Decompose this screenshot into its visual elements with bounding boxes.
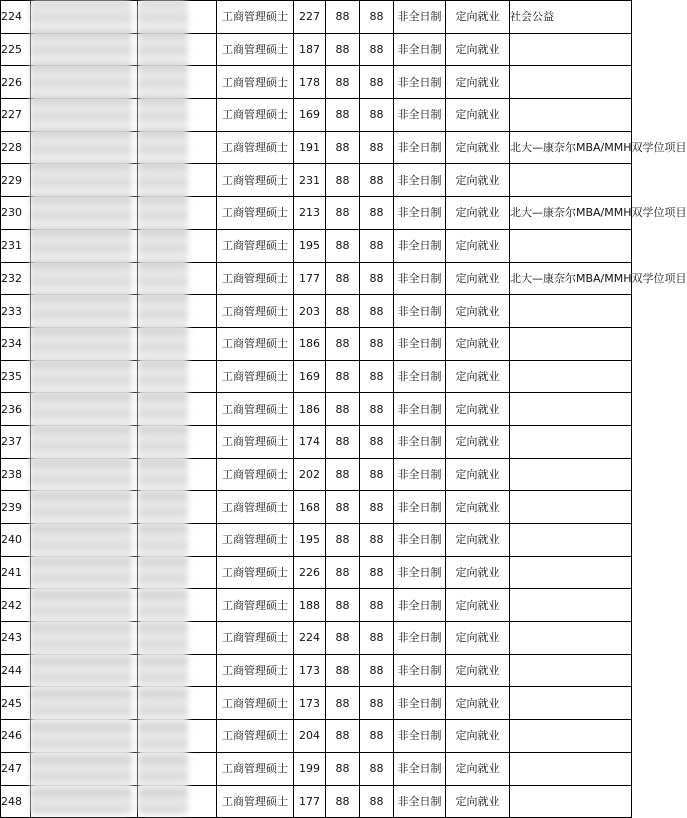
score-a-cell: 88: [326, 687, 360, 720]
total-score-cell: 178: [294, 66, 326, 99]
employment-plan-cell: 定向就业: [446, 33, 510, 66]
employment-plan-cell: 定向就业: [446, 524, 510, 557]
score-b-cell: 88: [360, 131, 394, 164]
score-b-cell: 88: [360, 360, 394, 393]
note-cell: [510, 99, 632, 132]
study-mode-cell: 非全日制: [394, 524, 446, 557]
score-a-cell: 88: [326, 360, 360, 393]
employment-plan-cell: 定向就业: [446, 164, 510, 197]
study-mode-cell: 非全日制: [394, 425, 446, 458]
score-a-cell: 88: [326, 33, 360, 66]
score-a-cell: 88: [326, 131, 360, 164]
total-score-cell: 168: [294, 491, 326, 524]
study-mode-cell: 非全日制: [394, 66, 446, 99]
row-number: 238: [1, 458, 31, 491]
employment-plan-cell: 定向就业: [446, 295, 510, 328]
row-number: 242: [1, 589, 31, 622]
score-b-cell: 88: [360, 327, 394, 360]
note-cell: [510, 622, 632, 655]
employment-plan-cell: 定向就业: [446, 197, 510, 230]
score-a-cell: 88: [326, 99, 360, 132]
total-score-cell: 195: [294, 229, 326, 262]
degree-cell: 工商管理硕士: [217, 262, 294, 295]
note-cell: [510, 785, 632, 818]
degree-cell: 工商管理硕士: [217, 622, 294, 655]
total-score-cell: 195: [294, 524, 326, 557]
score-b-cell: 88: [360, 785, 394, 818]
score-b-cell: 88: [360, 654, 394, 687]
note-cell: [510, 33, 632, 66]
note-cell: 北大—康奈尔MBA/MMH双学位项目: [510, 262, 632, 295]
note-cell: [510, 229, 632, 262]
degree-cell: 工商管理硕士: [217, 1, 294, 34]
study-mode-cell: 非全日制: [394, 458, 446, 491]
degree-cell: 工商管理硕士: [217, 720, 294, 753]
note-cell: [510, 589, 632, 622]
score-a-cell: 88: [326, 752, 360, 785]
score-a-cell: 88: [326, 1, 360, 34]
study-mode-cell: 非全日制: [394, 33, 446, 66]
total-score-cell: 169: [294, 360, 326, 393]
row-number: 239: [1, 491, 31, 524]
study-mode-cell: 非全日制: [394, 327, 446, 360]
redacted-name-column: [30, 0, 132, 815]
score-a-cell: 88: [326, 524, 360, 557]
study-mode-cell: 非全日制: [394, 491, 446, 524]
redacted-id-column: [138, 0, 188, 815]
row-number: 237: [1, 425, 31, 458]
score-a-cell: 88: [326, 589, 360, 622]
row-number: 235: [1, 360, 31, 393]
score-b-cell: 88: [360, 229, 394, 262]
total-score-cell: 174: [294, 425, 326, 458]
row-number: 234: [1, 327, 31, 360]
score-b-cell: 88: [360, 589, 394, 622]
note-cell: [510, 295, 632, 328]
employment-plan-cell: 定向就业: [446, 229, 510, 262]
score-a-cell: 88: [326, 66, 360, 99]
degree-cell: 工商管理硕士: [217, 99, 294, 132]
study-mode-cell: 非全日制: [394, 622, 446, 655]
study-mode-cell: 非全日制: [394, 1, 446, 34]
total-score-cell: 177: [294, 785, 326, 818]
study-mode-cell: 非全日制: [394, 99, 446, 132]
employment-plan-cell: 定向就业: [446, 491, 510, 524]
employment-plan-cell: 定向就业: [446, 556, 510, 589]
degree-cell: 工商管理硕士: [217, 360, 294, 393]
total-score-cell: 202: [294, 458, 326, 491]
row-number: 233: [1, 295, 31, 328]
score-a-cell: 88: [326, 295, 360, 328]
degree-cell: 工商管理硕士: [217, 393, 294, 426]
employment-plan-cell: 定向就业: [446, 99, 510, 132]
employment-plan-cell: 定向就业: [446, 131, 510, 164]
score-a-cell: 88: [326, 556, 360, 589]
row-number: 224: [1, 1, 31, 34]
row-number: 245: [1, 687, 31, 720]
employment-plan-cell: 定向就业: [446, 66, 510, 99]
score-b-cell: 88: [360, 720, 394, 753]
employment-plan-cell: 定向就业: [446, 720, 510, 753]
score-b-cell: 88: [360, 425, 394, 458]
score-a-cell: 88: [326, 622, 360, 655]
note-cell: [510, 687, 632, 720]
employment-plan-cell: 定向就业: [446, 1, 510, 34]
study-mode-cell: 非全日制: [394, 556, 446, 589]
score-a-cell: 88: [326, 785, 360, 818]
score-b-cell: 88: [360, 66, 394, 99]
total-score-cell: 188: [294, 589, 326, 622]
employment-plan-cell: 定向就业: [446, 785, 510, 818]
note-cell: [510, 66, 632, 99]
note-cell: 北大—康奈尔MBA/MMH双学位项目: [510, 197, 632, 230]
employment-plan-cell: 定向就业: [446, 622, 510, 655]
score-b-cell: 88: [360, 197, 394, 230]
total-score-cell: 226: [294, 556, 326, 589]
score-b-cell: 88: [360, 295, 394, 328]
row-number: 227: [1, 99, 31, 132]
degree-cell: 工商管理硕士: [217, 589, 294, 622]
note-cell: 北大—康奈尔MBA/MMH双学位项目: [510, 131, 632, 164]
total-score-cell: 186: [294, 327, 326, 360]
score-b-cell: 88: [360, 622, 394, 655]
row-number: 236: [1, 393, 31, 426]
total-score-cell: 199: [294, 752, 326, 785]
total-score-cell: 173: [294, 654, 326, 687]
score-a-cell: 88: [326, 720, 360, 753]
employment-plan-cell: 定向就业: [446, 360, 510, 393]
degree-cell: 工商管理硕士: [217, 66, 294, 99]
score-b-cell: 88: [360, 556, 394, 589]
total-score-cell: 187: [294, 33, 326, 66]
note-cell: [510, 720, 632, 753]
degree-cell: 工商管理硕士: [217, 785, 294, 818]
study-mode-cell: 非全日制: [394, 785, 446, 818]
row-number: 230: [1, 197, 31, 230]
row-number: 228: [1, 131, 31, 164]
note-cell: 社会公益: [510, 1, 632, 34]
study-mode-cell: 非全日制: [394, 295, 446, 328]
degree-cell: 工商管理硕士: [217, 197, 294, 230]
score-a-cell: 88: [326, 393, 360, 426]
degree-cell: 工商管理硕士: [217, 327, 294, 360]
row-number: 231: [1, 229, 31, 262]
employment-plan-cell: 定向就业: [446, 425, 510, 458]
row-number: 240: [1, 524, 31, 557]
study-mode-cell: 非全日制: [394, 262, 446, 295]
score-b-cell: 88: [360, 33, 394, 66]
note-cell: [510, 327, 632, 360]
score-a-cell: 88: [326, 229, 360, 262]
study-mode-cell: 非全日制: [394, 393, 446, 426]
employment-plan-cell: 定向就业: [446, 589, 510, 622]
study-mode-cell: 非全日制: [394, 687, 446, 720]
study-mode-cell: 非全日制: [394, 197, 446, 230]
employment-plan-cell: 定向就业: [446, 393, 510, 426]
score-a-cell: 88: [326, 327, 360, 360]
row-number: 243: [1, 622, 31, 655]
degree-cell: 工商管理硕士: [217, 556, 294, 589]
note-cell: [510, 425, 632, 458]
row-number: 248: [1, 785, 31, 818]
score-b-cell: 88: [360, 262, 394, 295]
study-mode-cell: 非全日制: [394, 654, 446, 687]
total-score-cell: 204: [294, 720, 326, 753]
score-a-cell: 88: [326, 458, 360, 491]
total-score-cell: 191: [294, 131, 326, 164]
degree-cell: 工商管理硕士: [217, 295, 294, 328]
score-b-cell: 88: [360, 687, 394, 720]
study-mode-cell: 非全日制: [394, 360, 446, 393]
score-b-cell: 88: [360, 752, 394, 785]
degree-cell: 工商管理硕士: [217, 229, 294, 262]
score-a-cell: 88: [326, 425, 360, 458]
row-number: 247: [1, 752, 31, 785]
score-b-cell: 88: [360, 1, 394, 34]
score-b-cell: 88: [360, 99, 394, 132]
degree-cell: 工商管理硕士: [217, 425, 294, 458]
note-cell: [510, 491, 632, 524]
study-mode-cell: 非全日制: [394, 229, 446, 262]
degree-cell: 工商管理硕士: [217, 752, 294, 785]
total-score-cell: 186: [294, 393, 326, 426]
employment-plan-cell: 定向就业: [446, 654, 510, 687]
note-cell: [510, 393, 632, 426]
total-score-cell: 177: [294, 262, 326, 295]
score-a-cell: 88: [326, 262, 360, 295]
degree-cell: 工商管理硕士: [217, 491, 294, 524]
row-number: 226: [1, 66, 31, 99]
study-mode-cell: 非全日制: [394, 752, 446, 785]
score-a-cell: 88: [326, 654, 360, 687]
study-mode-cell: 非全日制: [394, 131, 446, 164]
note-cell: [510, 654, 632, 687]
score-b-cell: 88: [360, 491, 394, 524]
total-score-cell: 169: [294, 99, 326, 132]
row-number: 246: [1, 720, 31, 753]
row-number: 232: [1, 262, 31, 295]
degree-cell: 工商管理硕士: [217, 164, 294, 197]
degree-cell: 工商管理硕士: [217, 687, 294, 720]
degree-cell: 工商管理硕士: [217, 524, 294, 557]
row-number: 229: [1, 164, 31, 197]
degree-cell: 工商管理硕士: [217, 33, 294, 66]
total-score-cell: 227: [294, 1, 326, 34]
score-b-cell: 88: [360, 164, 394, 197]
study-mode-cell: 非全日制: [394, 589, 446, 622]
total-score-cell: 213: [294, 197, 326, 230]
total-score-cell: 231: [294, 164, 326, 197]
employment-plan-cell: 定向就业: [446, 327, 510, 360]
study-mode-cell: 非全日制: [394, 720, 446, 753]
note-cell: [510, 458, 632, 491]
row-number: 244: [1, 654, 31, 687]
employment-plan-cell: 定向就业: [446, 687, 510, 720]
degree-cell: 工商管理硕士: [217, 458, 294, 491]
degree-cell: 工商管理硕士: [217, 131, 294, 164]
employment-plan-cell: 定向就业: [446, 458, 510, 491]
score-b-cell: 88: [360, 524, 394, 557]
employment-plan-cell: 定向就业: [446, 752, 510, 785]
total-score-cell: 173: [294, 687, 326, 720]
note-cell: [510, 752, 632, 785]
total-score-cell: 224: [294, 622, 326, 655]
score-a-cell: 88: [326, 491, 360, 524]
score-a-cell: 88: [326, 164, 360, 197]
note-cell: [510, 360, 632, 393]
note-cell: [510, 524, 632, 557]
degree-cell: 工商管理硕士: [217, 654, 294, 687]
study-mode-cell: 非全日制: [394, 164, 446, 197]
score-b-cell: 88: [360, 458, 394, 491]
total-score-cell: 203: [294, 295, 326, 328]
note-cell: [510, 556, 632, 589]
employment-plan-cell: 定向就业: [446, 262, 510, 295]
row-number: 241: [1, 556, 31, 589]
score-a-cell: 88: [326, 197, 360, 230]
row-number: 225: [1, 33, 31, 66]
note-cell: [510, 164, 632, 197]
score-b-cell: 88: [360, 393, 394, 426]
